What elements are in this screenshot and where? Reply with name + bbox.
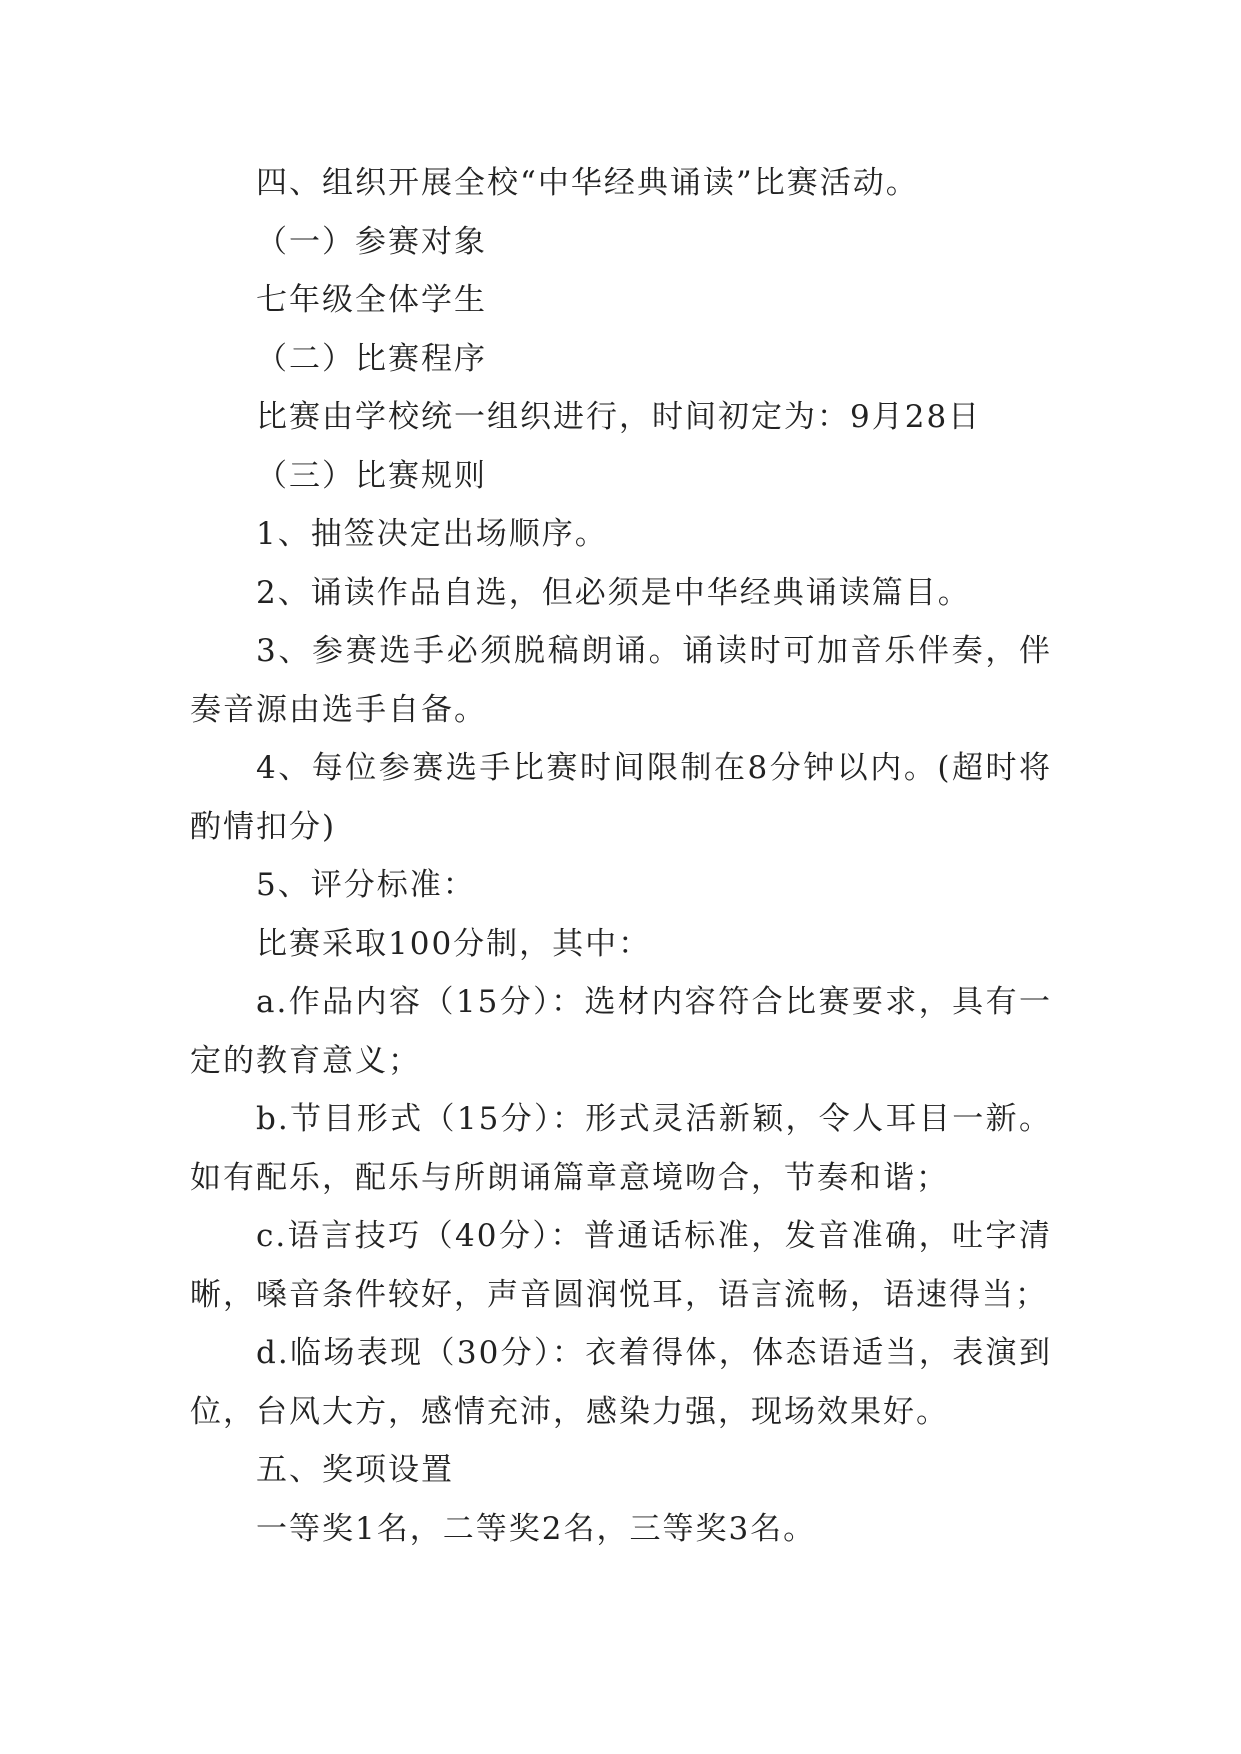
heading-section-five: 五、奖项设置 [256, 1452, 454, 1488]
subheading-participants: （一）参赛对象 [256, 223, 487, 260]
rule-item-5: 5、评分标准： [256, 867, 476, 903]
scoring-item-d: d.临场表现（30分）：衣着得体，体态语适当，表演到位，台风大方，感情充沛，感染力强，现场效果好。 [190, 1335, 1052, 1430]
heading-section-four: 四、组织开展全校“中华经典诵读”比赛活动。 [256, 165, 919, 201]
rule-item-2: 2、诵读作品自选，但必须是中华经典诵读篇目。 [256, 574, 971, 611]
paragraph-awards: 一等奖1名，二等奖2名，三等奖3名。 [256, 1510, 817, 1547]
scoring-item-c: c.语言技巧（40分）：普通话标准，发音准确，吐字清晰，嗓音条件较好，声音圆润悦耳，语言流畅，语速得当； [190, 1218, 1052, 1313]
subheading-procedure: （二）比赛程序 [256, 340, 487, 377]
scoring-intro: 比赛采取100分制，其中： [256, 925, 652, 962]
subheading-rules: （三）比赛规则 [256, 457, 487, 494]
scoring-item-b: b.节目形式（15分）：形式灵活新颖，令人耳目一新。如有配乐，配乐与所朗诵篇章意境吻合，节奏和谐； [190, 1101, 1052, 1196]
rule-item-1: 1、抽签决定出场顺序。 [256, 516, 608, 552]
paragraph-procedure: 比赛由学校统一组织进行，时间初定为：9月28日 [256, 399, 982, 435]
document-body [190, 154, 1052, 1558]
scoring-item-a: a.作品内容（15分）：选材内容符合比赛要求，具有一定的教育意义； [190, 984, 1052, 1079]
paragraph-participants: 七年级全体学生 [256, 282, 487, 318]
rule-item-4: 4、每位参赛选手比赛时间限制在8分钟以内。(超时将酌情扣分) [190, 750, 1052, 845]
rule-item-3: 3、参赛选手必须脱稿朗诵。诵读时可加音乐伴奏，伴奏音源由选手自备。 [190, 633, 1052, 728]
